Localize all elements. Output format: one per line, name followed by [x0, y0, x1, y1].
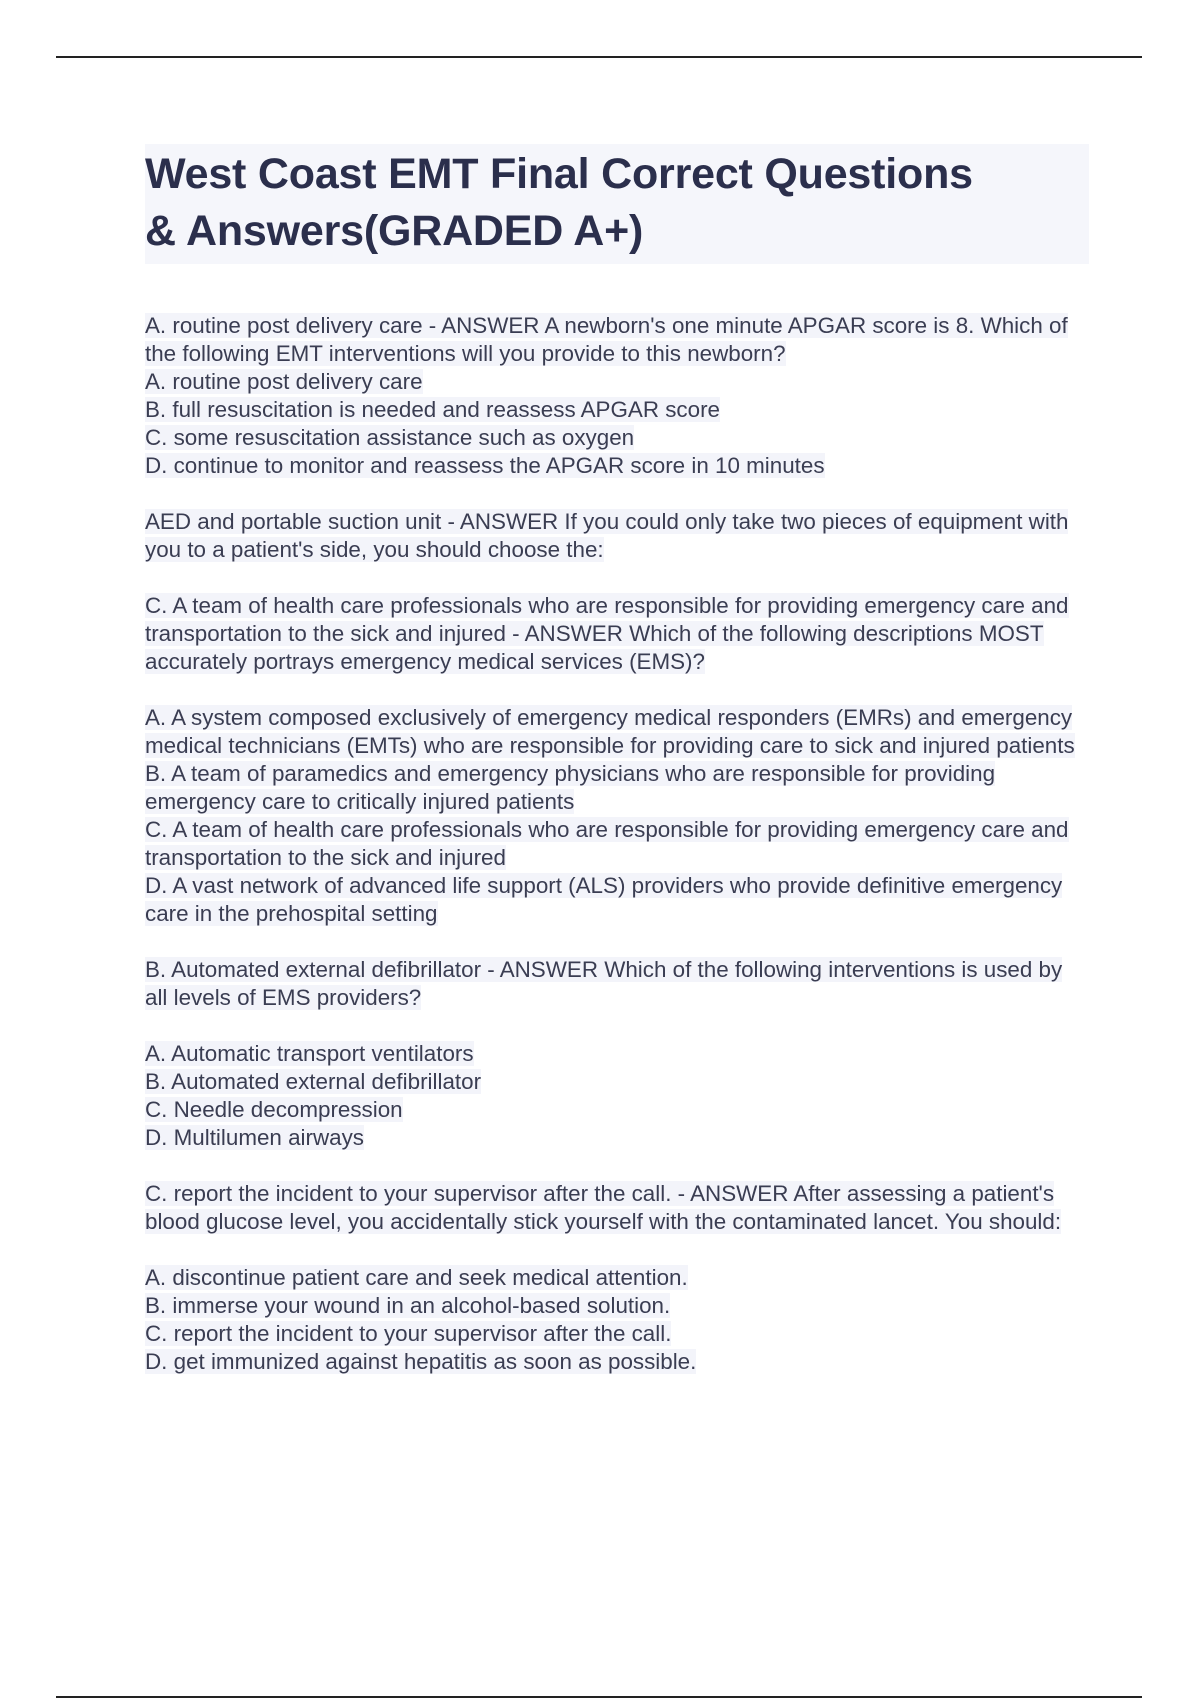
answer-option: B. immerse your wound in an alcohol-based solution.: [145, 1293, 671, 1318]
qa-item-3: [145, 592, 1085, 928]
title-line-1: West Coast EMT Final Correct Questions: [145, 150, 973, 198]
question-text: A. routine post delivery care - ANSWER A newborn's one minute APGAR score is 8. Which of the following EMT interventions will you provide to this newborn?: [145, 313, 1068, 366]
answer-option: D. Multilumen airways: [145, 1125, 364, 1150]
question-text: B. Automated external defibrillator - ANSWER Which of the following interventions is used by all levels of EMS providers?: [145, 957, 1063, 1010]
answer-option: B. A team of paramedics and emergency physicians who are responsible for providing emergency care to critically injured patients: [145, 761, 996, 814]
qa-item-4: [145, 956, 1085, 1152]
title-block: [145, 144, 1089, 264]
answer-option: D. A vast network of advanced life support (ALS) providers who provide definitive emergency care in the prehospital setting: [145, 873, 1063, 926]
answer-option: C. A team of health care professionals who are responsible for providing emergency care and transportation to the sick and injured: [145, 817, 1069, 870]
spacer: [145, 1236, 1085, 1264]
answer-option: A. A system composed exclusively of emergency medical responders (EMRs) and emergency medical technicians (EMTs) who are responsible for providing care to sick and injured patients: [145, 705, 1075, 758]
answer-option: A. Automatic transport ventilators: [145, 1041, 474, 1066]
answer-option: C. some resuscitation assistance such as oxygen: [145, 425, 635, 450]
question-text: C. A team of health care professionals who are responsible for providing emergency care and transportation to the sick and injured - ANSWER Which of the following descriptions MOST accurately portrays emergency medical services (EMS)?: [145, 593, 1069, 674]
question-text: C. report the incident to your supervisor after the call. - ANSWER After assessing a patient's blood glucose level, you accidentally stick yourself with the contaminated lancet. You should:: [145, 1181, 1062, 1234]
answer-option: C. report the incident to your supervisor after the call.: [145, 1321, 672, 1346]
answer-option: A. discontinue patient care and seek medical attention.: [145, 1265, 688, 1290]
question-text: AED and portable suction unit - ANSWER If you could only take two pieces of equipment with you to a patient's side, you should choose the:: [145, 509, 1069, 562]
spacer: [145, 1012, 1085, 1040]
title-line-2: & Answers(GRADED A+): [145, 207, 644, 255]
answer-option: C. Needle decompression: [145, 1097, 403, 1122]
bottom-divider: [56, 1696, 1142, 1698]
answer-option: A. routine post delivery care: [145, 369, 423, 394]
answer-option: D. continue to monitor and reassess the APGAR score in 10 minutes: [145, 453, 825, 478]
qa-item-1: [145, 312, 1085, 480]
answer-option: B. full resuscitation is needed and reassess APGAR score: [145, 397, 720, 422]
top-divider: [56, 56, 1142, 58]
spacer: [145, 676, 1085, 704]
answer-option: B. Automated external defibrillator: [145, 1069, 482, 1094]
qa-item-5: [145, 1180, 1085, 1376]
answer-option: D. get immunized against hepatitis as soon as possible.: [145, 1349, 697, 1374]
qa-item-2: [145, 508, 1085, 564]
document-body: [145, 312, 1085, 1404]
document-title: [145, 144, 1089, 264]
